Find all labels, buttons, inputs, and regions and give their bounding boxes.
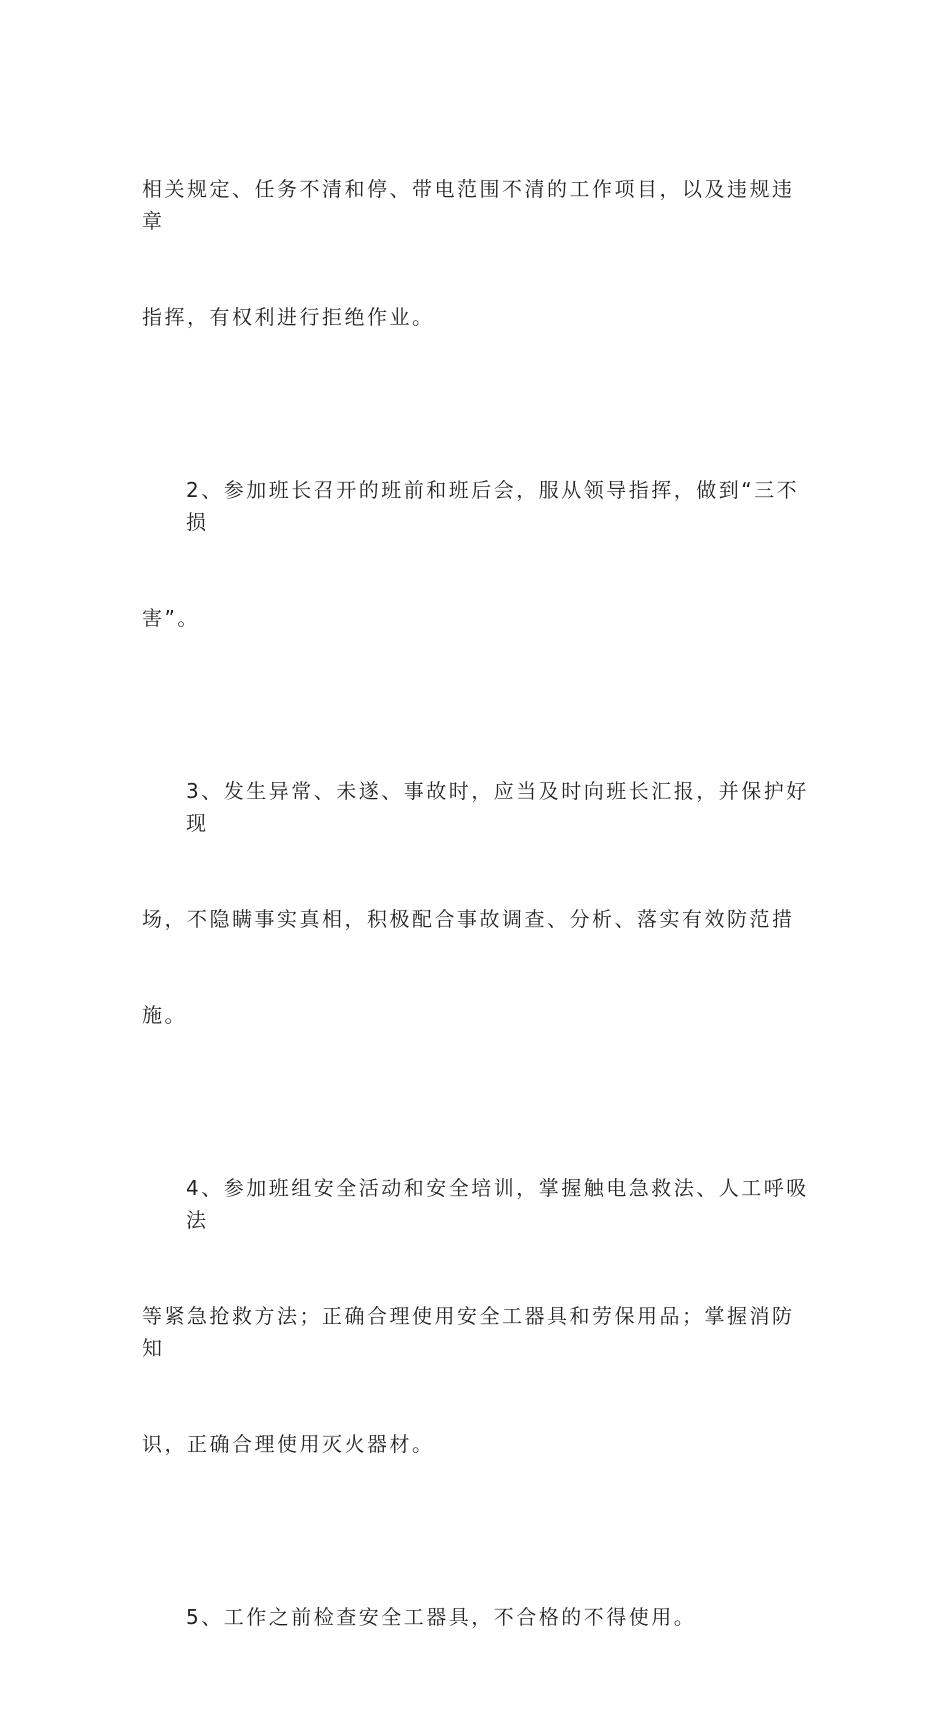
- text-line: 施。: [142, 1003, 187, 1027]
- text-line: 等紧急抢救方法；正确合理使用安全工器具和劳保用品；掌握消防知: [142, 1304, 795, 1360]
- text-line: 5、工作之前检查安全工器具，不合格的不得使用。: [186, 1605, 697, 1629]
- text-line: 相关规定、任务不清和停、带电范围不清的工作项目，以及违规违章: [142, 177, 795, 233]
- text-line: 识，正确合理使用灭火器材。: [142, 1432, 435, 1456]
- paragraph-item-3: [142, 711, 810, 1095]
- text-line: 害”。: [142, 606, 200, 630]
- paragraph-continuation: [142, 109, 810, 397]
- text-line: 2、参加班长召开的班前和班后会，服从领导指挥，做到“三不损: [186, 478, 800, 534]
- document-body: [142, 109, 810, 1710]
- paragraph-item-4: [142, 1108, 810, 1524]
- text-line: 4、参加班组安全活动和安全培训，掌握触电急救法、人工呼吸法: [186, 1176, 809, 1232]
- paragraph-item-2: [142, 410, 810, 698]
- text-line: 场，不隐瞒事实真相，积极配合事故调查、分析、落实有效防范措: [142, 907, 795, 931]
- text-line: 指挥，有权利进行拒绝作业。: [142, 305, 435, 329]
- paragraph-item-5: [142, 1537, 810, 1697]
- text-line: 3、发生异常、未遂、事故时，应当及时向班长汇报，并保护好现: [186, 779, 809, 835]
